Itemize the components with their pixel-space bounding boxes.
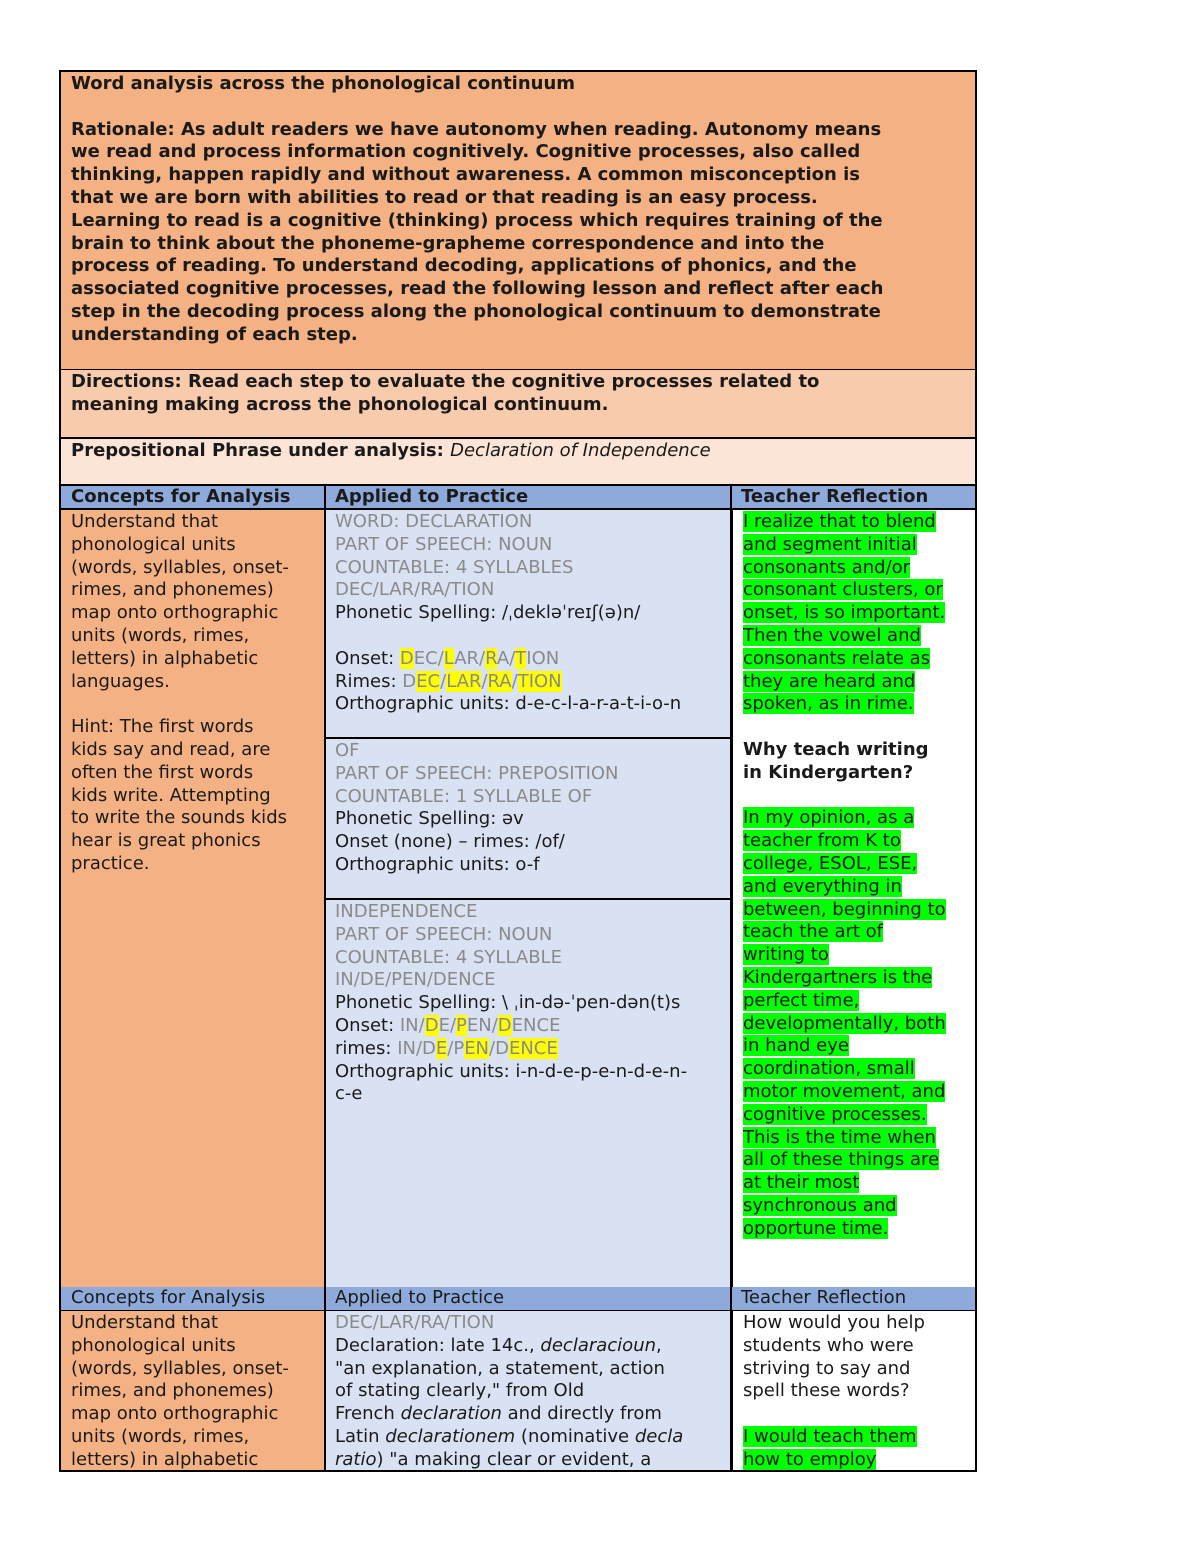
opinion-line: opportune time.: [743, 1217, 889, 1239]
header2-reflection: Teacher Reflection: [741, 1287, 907, 1308]
reflection-line: consonants relate as: [743, 647, 931, 669]
concepts-line: map onto orthographic: [71, 602, 279, 624]
syllable-segment: ION: [526, 647, 560, 669]
directions-line: Directions: Read each step to evaluate the cognitive processes related to: [71, 371, 820, 392]
word1-ortho: Orthographic units: d-e-c-l-a-r-a-t-i-o-n: [335, 693, 682, 715]
rationale-line: thinking, happen rapidly and without awareness. A common misconception is: [71, 164, 860, 186]
reflection-line: consonant clusters, or: [743, 579, 943, 601]
document-table: [59, 70, 977, 1472]
practice-cell: [325, 510, 731, 1287]
syllable-segment: R: [485, 647, 497, 669]
header-row-1: [61, 486, 975, 510]
header-practice: Applied to Practice: [335, 486, 529, 507]
hint-line: Hint: The first words: [71, 716, 254, 738]
rationale-text: [71, 119, 971, 347]
rationale-section: [61, 72, 975, 370]
opinion-line: This is the time when: [743, 1126, 936, 1148]
syllable-segment: EN/: [466, 1014, 498, 1036]
word2-pos: PART OF SPEECH: PREPOSITION: [335, 762, 619, 784]
word-independence-block: [325, 900, 731, 1287]
column-divider-2: [730, 486, 732, 1472]
ortho-line: Orthographic units: i-n-d-e-p-e-n-d-e-n-: [335, 1060, 688, 1082]
concepts-line: units (words, rimes,: [71, 624, 250, 646]
etymology-line: ratio) "a making clear or evident, a: [335, 1448, 652, 1470]
syllable-segment: D: [497, 1014, 512, 1036]
syllable-segment: P: [456, 1014, 467, 1036]
word3-phonetic: Phonetic Spelling: \ ˌin-də-ˈpen-dən(t)s: [335, 992, 681, 1014]
word-declaration-block: [325, 510, 731, 739]
word2-onset: Onset (none) – rimes: /of/: [335, 831, 565, 853]
opinion-line: at their most: [743, 1172, 860, 1194]
body-row-2: [61, 1311, 975, 1472]
syllable-segment: EC: [416, 670, 441, 692]
rationale-line: understanding of each step.: [71, 323, 358, 345]
concepts-line: phonological units: [71, 533, 236, 555]
reflection2-line: spell these words?: [743, 1380, 910, 1402]
syllable-segment: D: [402, 670, 417, 692]
word2-title: OF: [335, 740, 360, 761]
concepts2-line: map onto orthographic: [71, 1403, 279, 1425]
syllable-segment: IN/D: [397, 1037, 436, 1059]
header-row-2: [61, 1287, 975, 1311]
concepts-line: letters) in alphabetic: [71, 647, 259, 669]
body-row-1: [61, 510, 975, 1287]
opinion-line: perfect time,: [743, 989, 860, 1011]
word2-count: COUNTABLE: 1 SYLLABLE OF: [335, 785, 593, 807]
etymology-line: Declaration: late 14c., declaracioun,: [335, 1334, 662, 1356]
reflection-line: they are heard and: [743, 670, 916, 692]
concepts2-line: (words, syllables, onset-: [71, 1357, 289, 1379]
why-line: Why teach writing: [743, 738, 929, 760]
syllable-segment: TION: [517, 670, 562, 692]
opinion-line: In my opinion, as a: [743, 807, 915, 829]
hint-text: [71, 716, 325, 876]
syllable-segment: IN/: [399, 1014, 425, 1036]
word3-ortho: [335, 1061, 731, 1107]
opinion-line: between, beginning to: [743, 898, 946, 920]
word1-split: DEC/LAR/RA/TION: [335, 579, 495, 601]
opinion-line: teacher from K to: [743, 830, 901, 852]
word3-pos: PART OF SPEECH: NOUN: [335, 923, 553, 945]
concepts2-line: units (words, rimes,: [71, 1425, 250, 1447]
directions-line: meaning making across the phonological continuum.: [71, 393, 609, 415]
reflection2-cell: [731, 1311, 975, 1472]
syllable-segment: E: [435, 1037, 448, 1059]
document-title: Word analysis across the phonological continuum: [71, 73, 576, 94]
phrase-section: [61, 439, 975, 486]
word3-rimes: rimes: IN/DE/PEN/DENCE: [335, 1037, 558, 1059]
header2-concepts: Concepts for Analysis: [71, 1287, 266, 1308]
hint-line: kids say and read, are: [71, 738, 271, 760]
concepts2-line: phonological units: [71, 1334, 236, 1356]
syllable-segment: EC/: [413, 647, 444, 669]
opinion-text: [743, 807, 975, 1240]
rationale-line: Rationale: As adult readers we have autonomy when reading. Autonomy means: [71, 118, 882, 140]
why-line: in Kindergarten?: [743, 761, 914, 783]
rationale-line: that we are born with abilities to read or that reading is an easy process.: [71, 186, 818, 208]
reflection2-line: How would you help: [743, 1312, 925, 1333]
syllable-segment: /D: [489, 1037, 509, 1059]
reflection-line: Then the vowel and: [743, 624, 921, 646]
reflection2-line: students who were: [743, 1334, 914, 1356]
opinion-line: synchronous and: [743, 1194, 897, 1216]
word1-onset: Onset: DEC/LAR/RA/TION: [335, 647, 560, 669]
header-concepts: Concepts for Analysis: [71, 486, 291, 507]
syllable-segment: E/: [438, 1014, 457, 1036]
opinion-line: all of these things are: [743, 1149, 940, 1171]
word3-split: IN/DE/PEN/DENCE: [335, 969, 496, 991]
word1-rimes: Rimes: DEC/LAR/RA/TION: [335, 670, 562, 692]
etymology-line: French declaration and directly from: [335, 1403, 662, 1425]
rationale-line: we read and process information cognitively. Cognitive processes, also called: [71, 141, 861, 163]
syllable-segment: L: [443, 647, 455, 669]
hint-line: practice.: [71, 852, 150, 874]
word3-count: COUNTABLE: 4 SYLLABLE: [335, 946, 562, 968]
reflection2-answer-line: how to employ: [743, 1448, 877, 1470]
rationale-line: process of reading. To understand decoding, applications of phonics, and the: [71, 255, 857, 277]
word2-phonetic: Phonetic Spelling: əv: [335, 808, 524, 830]
concepts-line: Understand that: [71, 511, 219, 532]
syllable-segment: RA: [487, 670, 512, 692]
concepts-line: (words, syllables, onset-: [71, 556, 289, 578]
word1-title: WORD: DECLARATION: [335, 511, 533, 532]
word-of-block: [325, 739, 731, 900]
concepts2-line: letters) in alphabetic: [71, 1448, 259, 1470]
opinion-line: college, ESOL, ESE,: [743, 852, 918, 874]
opinion-line: motor movement, and: [743, 1080, 946, 1102]
directions-section: [61, 370, 975, 439]
practice2-cell: [325, 1311, 731, 1472]
syllable-segment: LAR: [446, 670, 482, 692]
opinion-line: cognitive processes.: [743, 1103, 927, 1125]
reflection-line: onset, is so important.: [743, 602, 946, 624]
word1-phonetic: Phonetic Spelling: /ˌdekləˈreɪʃ(ə)n/: [335, 602, 641, 624]
syllable-segment: ENCE: [508, 1037, 558, 1059]
syllable-segment: AR/: [454, 647, 486, 669]
hint-line: to write the sounds kids: [71, 807, 287, 829]
rationale-line: associated cognitive processes, read the following lesson and reflect after each: [71, 278, 884, 300]
phrase-label: Prepositional Phrase under analysis:: [71, 440, 451, 461]
syllable-segment: D: [424, 1014, 439, 1036]
etymology-line: of stating clearly," from Old: [335, 1380, 585, 1402]
concepts-line: rimes, and phonemes): [71, 579, 274, 601]
reflection2-answer: [743, 1426, 975, 1472]
why-teach-heading: [743, 739, 975, 785]
opinion-line: teach the art of: [743, 921, 884, 943]
reflection2-line: striving to say and: [743, 1357, 911, 1379]
syllable-segment: /: [481, 670, 488, 692]
opinion-line: developmentally, both: [743, 1012, 946, 1034]
header2-practice: Applied to Practice: [335, 1287, 505, 1308]
concepts-line: languages.: [71, 670, 170, 692]
opinion-line: Kindergartners is the: [743, 966, 933, 988]
syllable-segment: /: [511, 670, 518, 692]
concepts-cell: [61, 510, 325, 1287]
hint-line: kids write. Attempting: [71, 784, 271, 806]
concepts2-line: rimes, and phonemes): [71, 1380, 274, 1402]
reflection-line: consonants and/or: [743, 556, 911, 578]
concepts2-cell: [61, 1311, 325, 1472]
reflection2-question: [743, 1312, 975, 1403]
hint-line: often the first words: [71, 761, 254, 783]
reflection2-answer-line: I would teach them: [743, 1425, 917, 1447]
reflection-line: I realize that to blend: [743, 511, 936, 532]
hint-line: hear is great phonics: [71, 830, 261, 852]
reflection-blend-text: [743, 511, 975, 716]
syllable-segment: EN: [464, 1037, 490, 1059]
syllable-segment: T: [515, 647, 527, 669]
syllable-segment: D: [399, 647, 414, 669]
syllable-segment: ENCE: [511, 1014, 561, 1036]
phrase-value: Declaration of Independence: [450, 440, 711, 461]
syllable-segment: /: [440, 670, 447, 692]
word3-onset: Onset: IN/DE/PEN/DENCE: [335, 1014, 561, 1036]
word1-count: COUNTABLE: 4 SYLLABLES: [335, 556, 574, 578]
word1-pos: PART OF SPEECH: NOUN: [335, 533, 553, 555]
header-reflection: Teacher Reflection: [741, 486, 929, 507]
syllable-segment: /P: [447, 1037, 465, 1059]
directions-text: [71, 371, 971, 417]
syllable-segment: A/: [496, 647, 516, 669]
practice2-split: DEC/LAR/RA/TION: [335, 1312, 495, 1333]
opinion-line: coordination, small: [743, 1058, 915, 1080]
etymology-line: "an explanation, a statement, action: [335, 1357, 665, 1379]
concepts2-line: Understand that: [71, 1312, 219, 1333]
word3-title: INDEPENDENCE: [335, 901, 478, 922]
column-divider-1: [324, 486, 326, 1472]
opinion-line: in hand eye: [743, 1035, 849, 1057]
word2-ortho: Orthographic units: o-f: [335, 853, 540, 875]
rationale-line: brain to think about the phoneme-grapheme correspondence and into the: [71, 232, 825, 254]
ortho-line: c-e: [335, 1083, 363, 1105]
reflection-line: and segment initial: [743, 533, 917, 555]
etymology-text: [335, 1335, 731, 1472]
etymology-line: Latin declarationem (nominative decla: [335, 1425, 684, 1447]
opinion-line: writing to: [743, 944, 829, 966]
reflection-cell: [731, 510, 975, 1287]
rationale-line: Learning to read is a cognitive (thinking) process which requires training of the: [71, 209, 883, 231]
opinion-line: and everything in: [743, 875, 902, 897]
reflection-line: spoken, as in rime.: [743, 693, 914, 715]
rationale-line: step in the decoding process along the phonological continuum to demonstrate: [71, 300, 881, 322]
